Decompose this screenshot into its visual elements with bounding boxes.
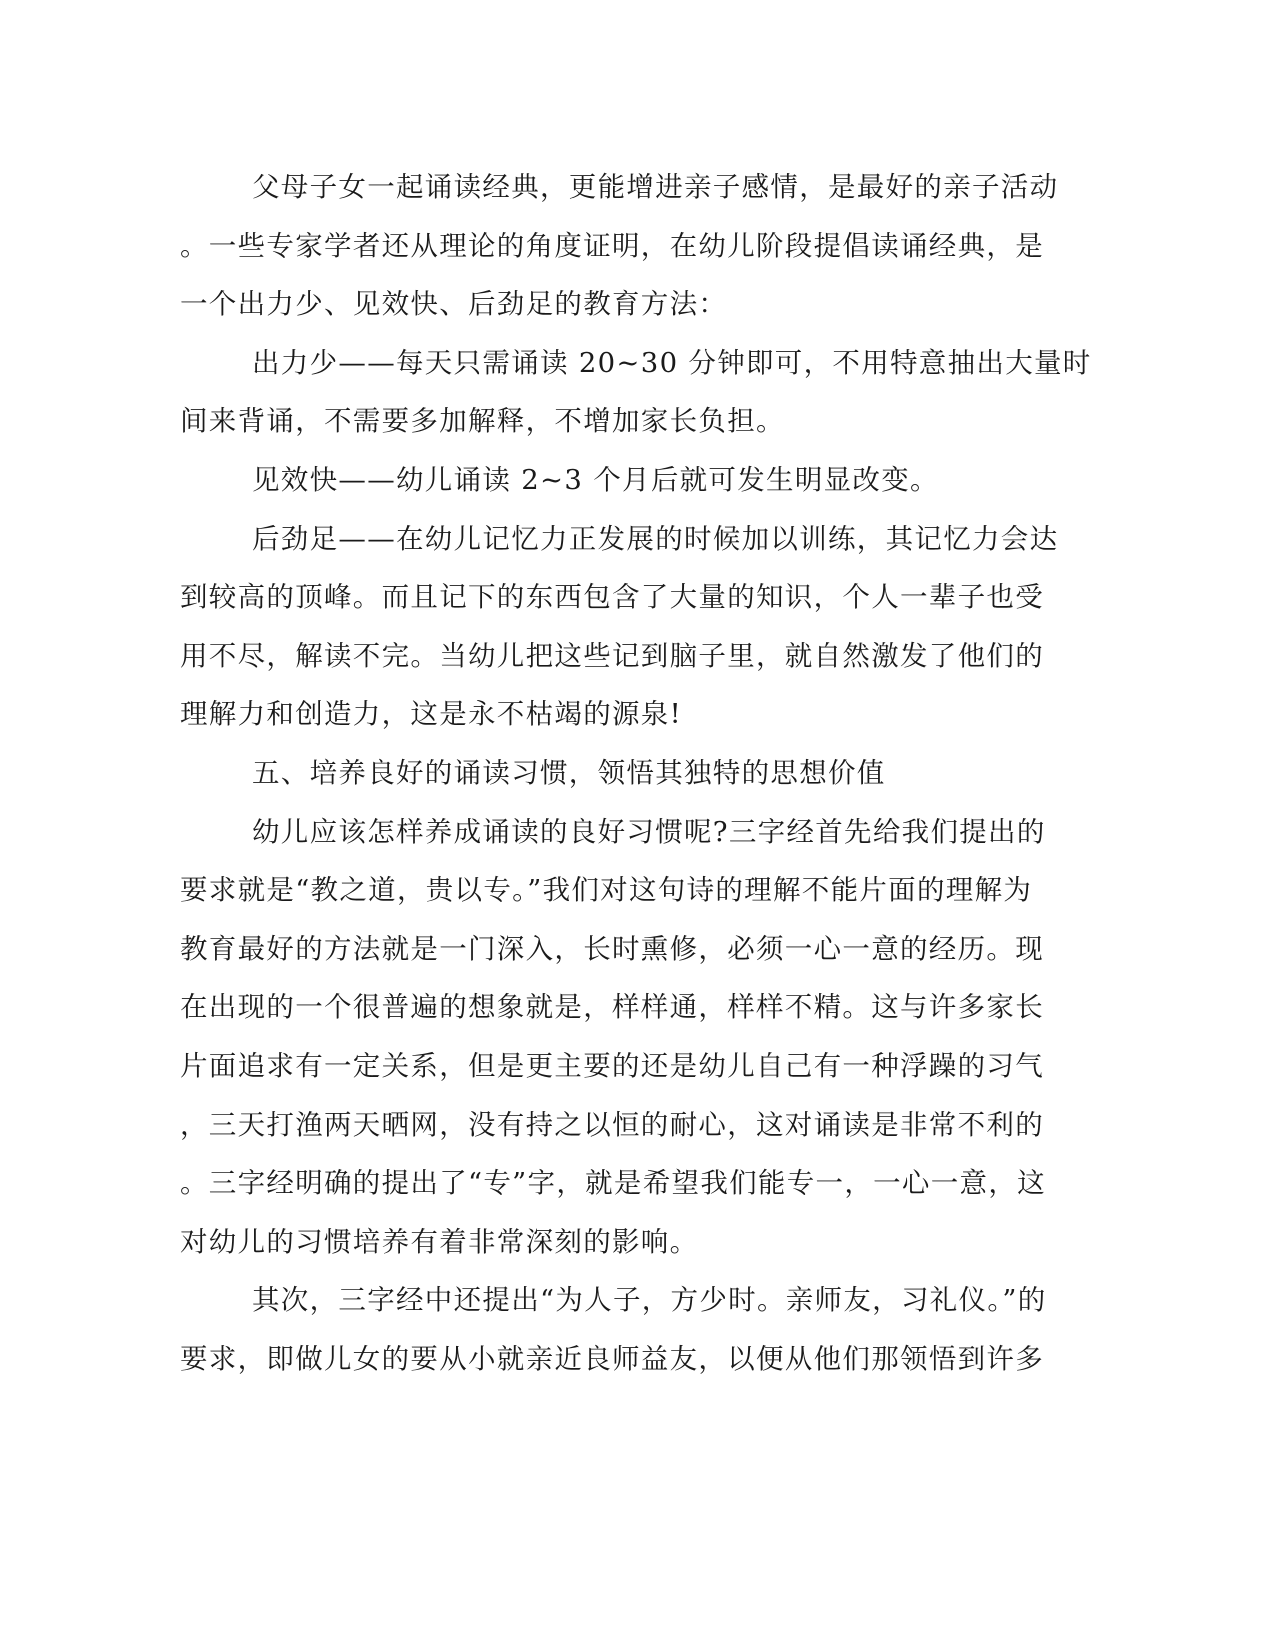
text-line: 要求就是“教之道，贵以专。”我们对这句诗的理解不能片面的理解为 (180, 874, 1033, 907)
text-line: 间来背诵，不需要多加解释，不增加家长负担。 (180, 405, 785, 438)
text-line: 。一些专家学者还从理论的角度证明，在幼儿阶段提倡读诵经典，是 (180, 229, 1044, 262)
text-line: 教育最好的方法就是一门深入，长时熏修，必须一心一意的经历。现 (180, 932, 1044, 965)
text-line: 其次，三字经中还提出“为人子，方少时。亲师友，习礼仪。”的 (252, 1284, 1047, 1317)
section-heading: 五、培养良好的诵读习惯，领悟其独特的思想价值 (252, 756, 886, 789)
text-line: 对幼儿的习惯培养有着非常深刻的影响。 (180, 1225, 699, 1258)
text-line: 用不尽，解读不完。当幼儿把这些记到脑子里，就自然激发了他们的 (180, 639, 1044, 672)
text-line: 见效快——幼儿诵读 2~3 个月后就可发生明显改变。 (252, 463, 939, 496)
text-line: 后劲足——在幼儿记忆力正发展的时候加以训练，其记忆力会达 (252, 522, 1059, 555)
text-line: 幼儿应该怎样养成诵读的良好习惯呢?三字经首先给我们提出的 (252, 815, 1046, 848)
body-text (180, 158, 1092, 1388)
text-line: 到较高的顶峰。而且记下的东西包含了大量的知识，个人一辈子也受 (180, 581, 1044, 614)
text-line: 要求，即做儿女的要从小就亲近良师益友，以便从他们那领悟到许多 (180, 1342, 1044, 1375)
text-line: 父母子女一起诵读经典，更能增进亲子感情，是最好的亲子活动 (252, 171, 1059, 203)
text-line: 片面追求有一定关系，但是更主要的还是幼儿自己有一种浮躁的习气 (180, 1049, 1044, 1082)
text-line: 出力少——每天只需诵读 20~30 分钟即可，不用特意抽出大量时 (252, 346, 1092, 379)
text-line: 理解力和创造力，这是永不枯竭的源泉! (180, 698, 682, 731)
text-line: ，三天打渔两天晒网，没有持之以恒的耐心，这对诵读是非常不利的 (180, 1108, 1044, 1141)
text-line: 在出现的一个很普遍的想象就是，样样通，样样不精。这与许多家长 (180, 991, 1044, 1024)
text-line: 。三字经明确的提出了“专”字，就是希望我们能专一，一心一意，这 (180, 1167, 1046, 1200)
text-line: 一个出力少、见效快、后劲足的教育方法： (180, 288, 728, 321)
